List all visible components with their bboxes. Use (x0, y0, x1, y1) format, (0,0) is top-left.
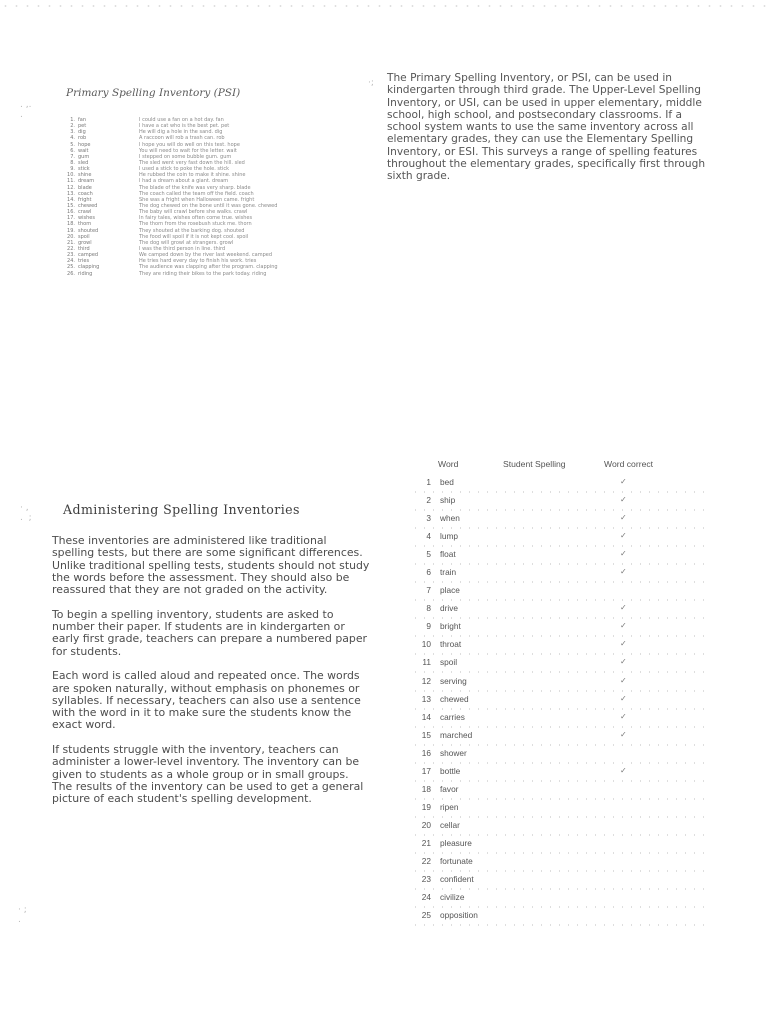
item-number: 18. (67, 221, 75, 228)
row-word: fortunate (440, 855, 473, 866)
row-number: 12 (421, 675, 431, 686)
check-mark-icon: ✓ (620, 549, 627, 559)
item-number: 20. (67, 233, 75, 240)
paragraph: If students struggle with the inventory, teachers can administer a lower-level inventory. The inventory can be given to students as a whole group or in small groups. The results of the inventory can be used to get a general picture of each student's spelling development. (52, 743, 364, 806)
table-row (415, 837, 705, 855)
item-sentence: I hope you will do well on this test. hope (139, 141, 240, 148)
check-mark-icon: ✓ (620, 729, 627, 739)
table-row (415, 675, 705, 693)
row-number: 1 (426, 477, 431, 487)
item-word: fan (78, 117, 86, 123)
item-number: 10. (67, 172, 75, 179)
item-number: 14. (67, 196, 75, 203)
item-sentence: The coach called the team off the field. coach (139, 190, 254, 197)
check-mark-icon: ✓ (620, 765, 627, 775)
item-sentence: The dog chewed on the bone until it was gone. chewed (139, 202, 278, 209)
row-number: 22 (421, 855, 431, 866)
item-word: fright (78, 196, 92, 203)
item-number: 26. (67, 270, 75, 277)
item-word: dig (78, 129, 86, 136)
item-number: 21. (67, 239, 75, 246)
row-number: 3 (426, 513, 431, 524)
section-heading: Administering Spelling Inventories (63, 502, 300, 517)
row-word: cellar (440, 819, 460, 830)
row-word: opposition (440, 910, 478, 921)
table-body (415, 476, 705, 927)
row-number: 25 (421, 910, 431, 921)
item-sentence: A raccoon will rob a trash can. rob (139, 135, 225, 142)
row-word: spoil (440, 657, 458, 668)
row-number: 9 (426, 621, 431, 632)
item-word: blade (78, 184, 92, 191)
item-number: 11. (67, 178, 75, 185)
table-row (415, 494, 705, 512)
item-word: gum (78, 153, 90, 160)
item-word: shouted (78, 227, 99, 234)
item-number: 12. (67, 184, 75, 191)
item-word: tries (78, 258, 90, 265)
row-word: chewed (440, 693, 469, 704)
row-word: civilize (440, 892, 465, 903)
item-number: 23. (67, 252, 75, 259)
item-sentence: I had a dream about a giant. dream (139, 178, 229, 185)
check-mark-icon: ✓ (620, 675, 627, 685)
item-word: crawl (78, 209, 92, 216)
check-mark-icon: ✓ (620, 603, 627, 613)
row-number: 20 (421, 819, 431, 830)
item-word: sled (78, 159, 89, 166)
item-number: 3. (70, 129, 75, 136)
check-mark-icon: ✓ (620, 657, 627, 667)
scan-mark: . ,. . (20, 100, 32, 120)
item-sentence: You will need to wait for the letter. wait (139, 147, 237, 154)
table-row (415, 891, 705, 909)
row-number: 5 (426, 549, 431, 560)
item-number: 1. (70, 117, 75, 123)
item-number: 24. (67, 258, 75, 265)
table-row (415, 530, 705, 548)
item-sentence: I stepped on some bubble gum. gum (139, 153, 232, 160)
row-word: when (440, 513, 460, 524)
item-sentence: The audience was clapping after the program. clapping (139, 264, 278, 271)
table-row (415, 765, 705, 783)
table-row (415, 783, 705, 801)
item-word: hope (78, 141, 91, 148)
row-word: train (440, 567, 457, 578)
table-row (415, 620, 705, 638)
row-number: 23 (421, 874, 431, 885)
item-word: stick (78, 166, 90, 173)
table-row (415, 819, 705, 837)
table-row (415, 801, 705, 819)
item-sentence: They are riding their bikes to the park today. riding (139, 270, 267, 277)
item-sentence: He will dig a hole in the sand. dig (139, 129, 223, 136)
scan-mark: · , . ; (20, 503, 32, 523)
list-item (66, 271, 356, 277)
row-word: place (440, 585, 460, 596)
table-row (415, 476, 705, 494)
item-sentence: He rubbed the coin to make it shine. shine (139, 172, 246, 179)
check-mark-icon: ✓ (620, 621, 627, 631)
check-mark-icon: ✓ (620, 531, 627, 541)
row-word: ship (440, 495, 456, 506)
item-number: 22. (67, 245, 75, 252)
item-number: 4. (70, 135, 75, 142)
table-row (415, 602, 705, 620)
item-word: growl (78, 239, 92, 246)
scan-mark: · ; . (18, 905, 27, 925)
row-word: bright (440, 621, 461, 632)
item-word: riding (78, 270, 93, 277)
row-word: float (440, 549, 456, 560)
row-word: drive (440, 603, 458, 614)
table-row (415, 693, 705, 711)
item-sentence: The blade of the knife was very sharp. blade (139, 184, 251, 191)
table-row (415, 638, 705, 656)
check-mark-icon: ✓ (620, 477, 627, 486)
check-mark-icon: ✓ (620, 495, 627, 505)
table-row (415, 747, 705, 765)
row-word: favor (440, 783, 459, 794)
psi-word-list (66, 117, 356, 277)
item-sentence: In fairy tales, wishes often come true. wishes (139, 215, 253, 222)
scan-mark: ·; (368, 78, 374, 88)
table-row (415, 729, 705, 747)
item-sentence: They shouted at the barking dog. shouted (139, 227, 245, 234)
item-word: thorn (78, 221, 92, 228)
item-number: 16. (67, 209, 75, 216)
row-number: 11 (422, 657, 431, 668)
item-sentence: He tries hard every day to finish his work. tries (139, 258, 257, 265)
check-mark-icon: ✓ (620, 567, 627, 577)
item-word: wait (78, 147, 89, 154)
check-mark-icon: ✓ (620, 711, 627, 721)
item-sentence: She was a fright when Halloween came. fright (139, 196, 255, 203)
check-mark-icon: ✓ (620, 639, 627, 649)
item-number: 5. (70, 141, 75, 148)
item-number: 25. (67, 264, 75, 271)
paragraph: Each word is called aloud and repeated once. The words are spoken naturally, without emphasis on phonemes or syllables. If necessary, teachers can also use a sentence with the word in it to make sure the students know the exact word. (52, 669, 361, 732)
row-number: 13 (421, 693, 431, 704)
row-word: shower (440, 747, 467, 758)
row-word: bed (440, 477, 454, 487)
row-number: 8 (426, 603, 431, 614)
row-number: 24 (421, 892, 431, 903)
spelling-table (415, 459, 705, 927)
item-word: dream (78, 178, 95, 185)
item-word: coach (78, 190, 93, 197)
scan-noise (0, 0, 770, 12)
item-sentence: I was the third person in line. third (139, 245, 226, 252)
item-word: chewed (78, 202, 98, 209)
item-sentence: I could use a fan on a hot day. fan (139, 117, 224, 123)
row-word: bottle (440, 765, 461, 776)
item-number: 8. (70, 159, 75, 166)
item-number: 15. (67, 202, 75, 209)
item-number: 6. (70, 147, 75, 154)
column-header-word-correct: Word correct (604, 459, 654, 469)
row-word: confident (440, 874, 474, 885)
item-number: 7. (70, 153, 75, 160)
item-sentence: The thorn from the rosebush stuck me. thorn (139, 221, 252, 228)
table-header (415, 459, 705, 476)
table-row (415, 656, 705, 674)
row-number: 2 (426, 495, 431, 506)
check-mark-icon: ✓ (620, 513, 627, 523)
item-sentence: The dog will growl at strangers. growl (139, 239, 234, 246)
row-word: marched (440, 729, 473, 740)
table-row (415, 512, 705, 530)
item-number: 13. (67, 190, 75, 197)
row-number: 15 (421, 729, 431, 740)
item-word: rob (78, 135, 87, 142)
row-number: 17 (421, 765, 431, 776)
row-word: serving (440, 675, 467, 686)
item-number: 2. (70, 123, 75, 130)
psi-title: Primary Spelling Inventory (PSI) (66, 87, 241, 99)
row-word: ripen (440, 801, 459, 812)
row-word: pleasure (440, 837, 472, 848)
item-word: wishes (78, 215, 95, 222)
item-sentence: The baby will crawl before she walks. crawl (139, 209, 248, 216)
table-row (415, 566, 705, 584)
table-row (415, 873, 705, 891)
row-number: 19 (421, 801, 431, 812)
row-number: 6 (426, 567, 431, 578)
row-word: lump (440, 531, 458, 542)
table-row (415, 548, 705, 566)
column-header-student-spelling: Student Spelling (503, 459, 566, 469)
item-sentence: We camped down by the river last weekend. camped (139, 252, 273, 259)
row-number: 14 (421, 711, 431, 722)
item-word: camped (78, 252, 99, 259)
item-sentence: I have a cat who is the best pet. pet (139, 123, 230, 130)
row-number: 7 (426, 585, 431, 596)
intro-paragraph: The Primary Spelling Inventory, or PSI, can be used in kindergarten through third grade. The Upper-Level Spelling Inventory, or USI, can be used in upper elementary, middle school, high school, and postsecondary classrooms. If a school system wants to use the same inventory across all elementary grades, they can use the Elementary Spelling Inventory, or ESI. This surveys a range of spelling features throughout the elementary grades, specifically first through sixth grade. (387, 72, 706, 183)
row-number: 21 (421, 837, 431, 848)
paragraph: These inventories are administered like traditional spelling tests, but there are some significant differences. Unlike traditional spelling tests, students should not study the words before the assessment. They should also be reassured that they are not graded on the activity. (52, 534, 370, 597)
table-row (415, 711, 705, 729)
item-number: 17. (67, 215, 75, 222)
table-row (415, 855, 705, 873)
paragraph: To begin a spelling inventory, students are asked to number their paper. If students are in kindergarten or early first grade, teachers can prepare a numbered paper for students. (52, 607, 367, 658)
column-header-word: Word (438, 459, 459, 469)
table-row (415, 584, 705, 602)
table-row (415, 909, 705, 927)
row-word: throat (440, 639, 462, 650)
row-number: 10 (421, 639, 431, 650)
item-sentence: I used a stick to poke the hole. stick (139, 166, 230, 173)
item-word: spoil (78, 233, 90, 240)
item-sentence: The sled went very fast down the hill. sled (139, 159, 245, 166)
row-number: 16 (421, 747, 431, 758)
item-word: third (78, 245, 90, 252)
item-word: shine (78, 172, 92, 179)
item-word: pet (78, 123, 87, 130)
row-number: 18 (421, 783, 431, 794)
row-number: 4 (426, 531, 431, 542)
item-number: 19. (67, 227, 75, 234)
item-sentence: The food will spoil if it is not kept cool. spoil (139, 233, 249, 240)
check-mark-icon: ✓ (620, 693, 627, 703)
item-number: 9. (70, 166, 75, 173)
row-word: carries (440, 711, 465, 722)
item-word: clapping (78, 264, 100, 271)
section-body (52, 535, 370, 818)
